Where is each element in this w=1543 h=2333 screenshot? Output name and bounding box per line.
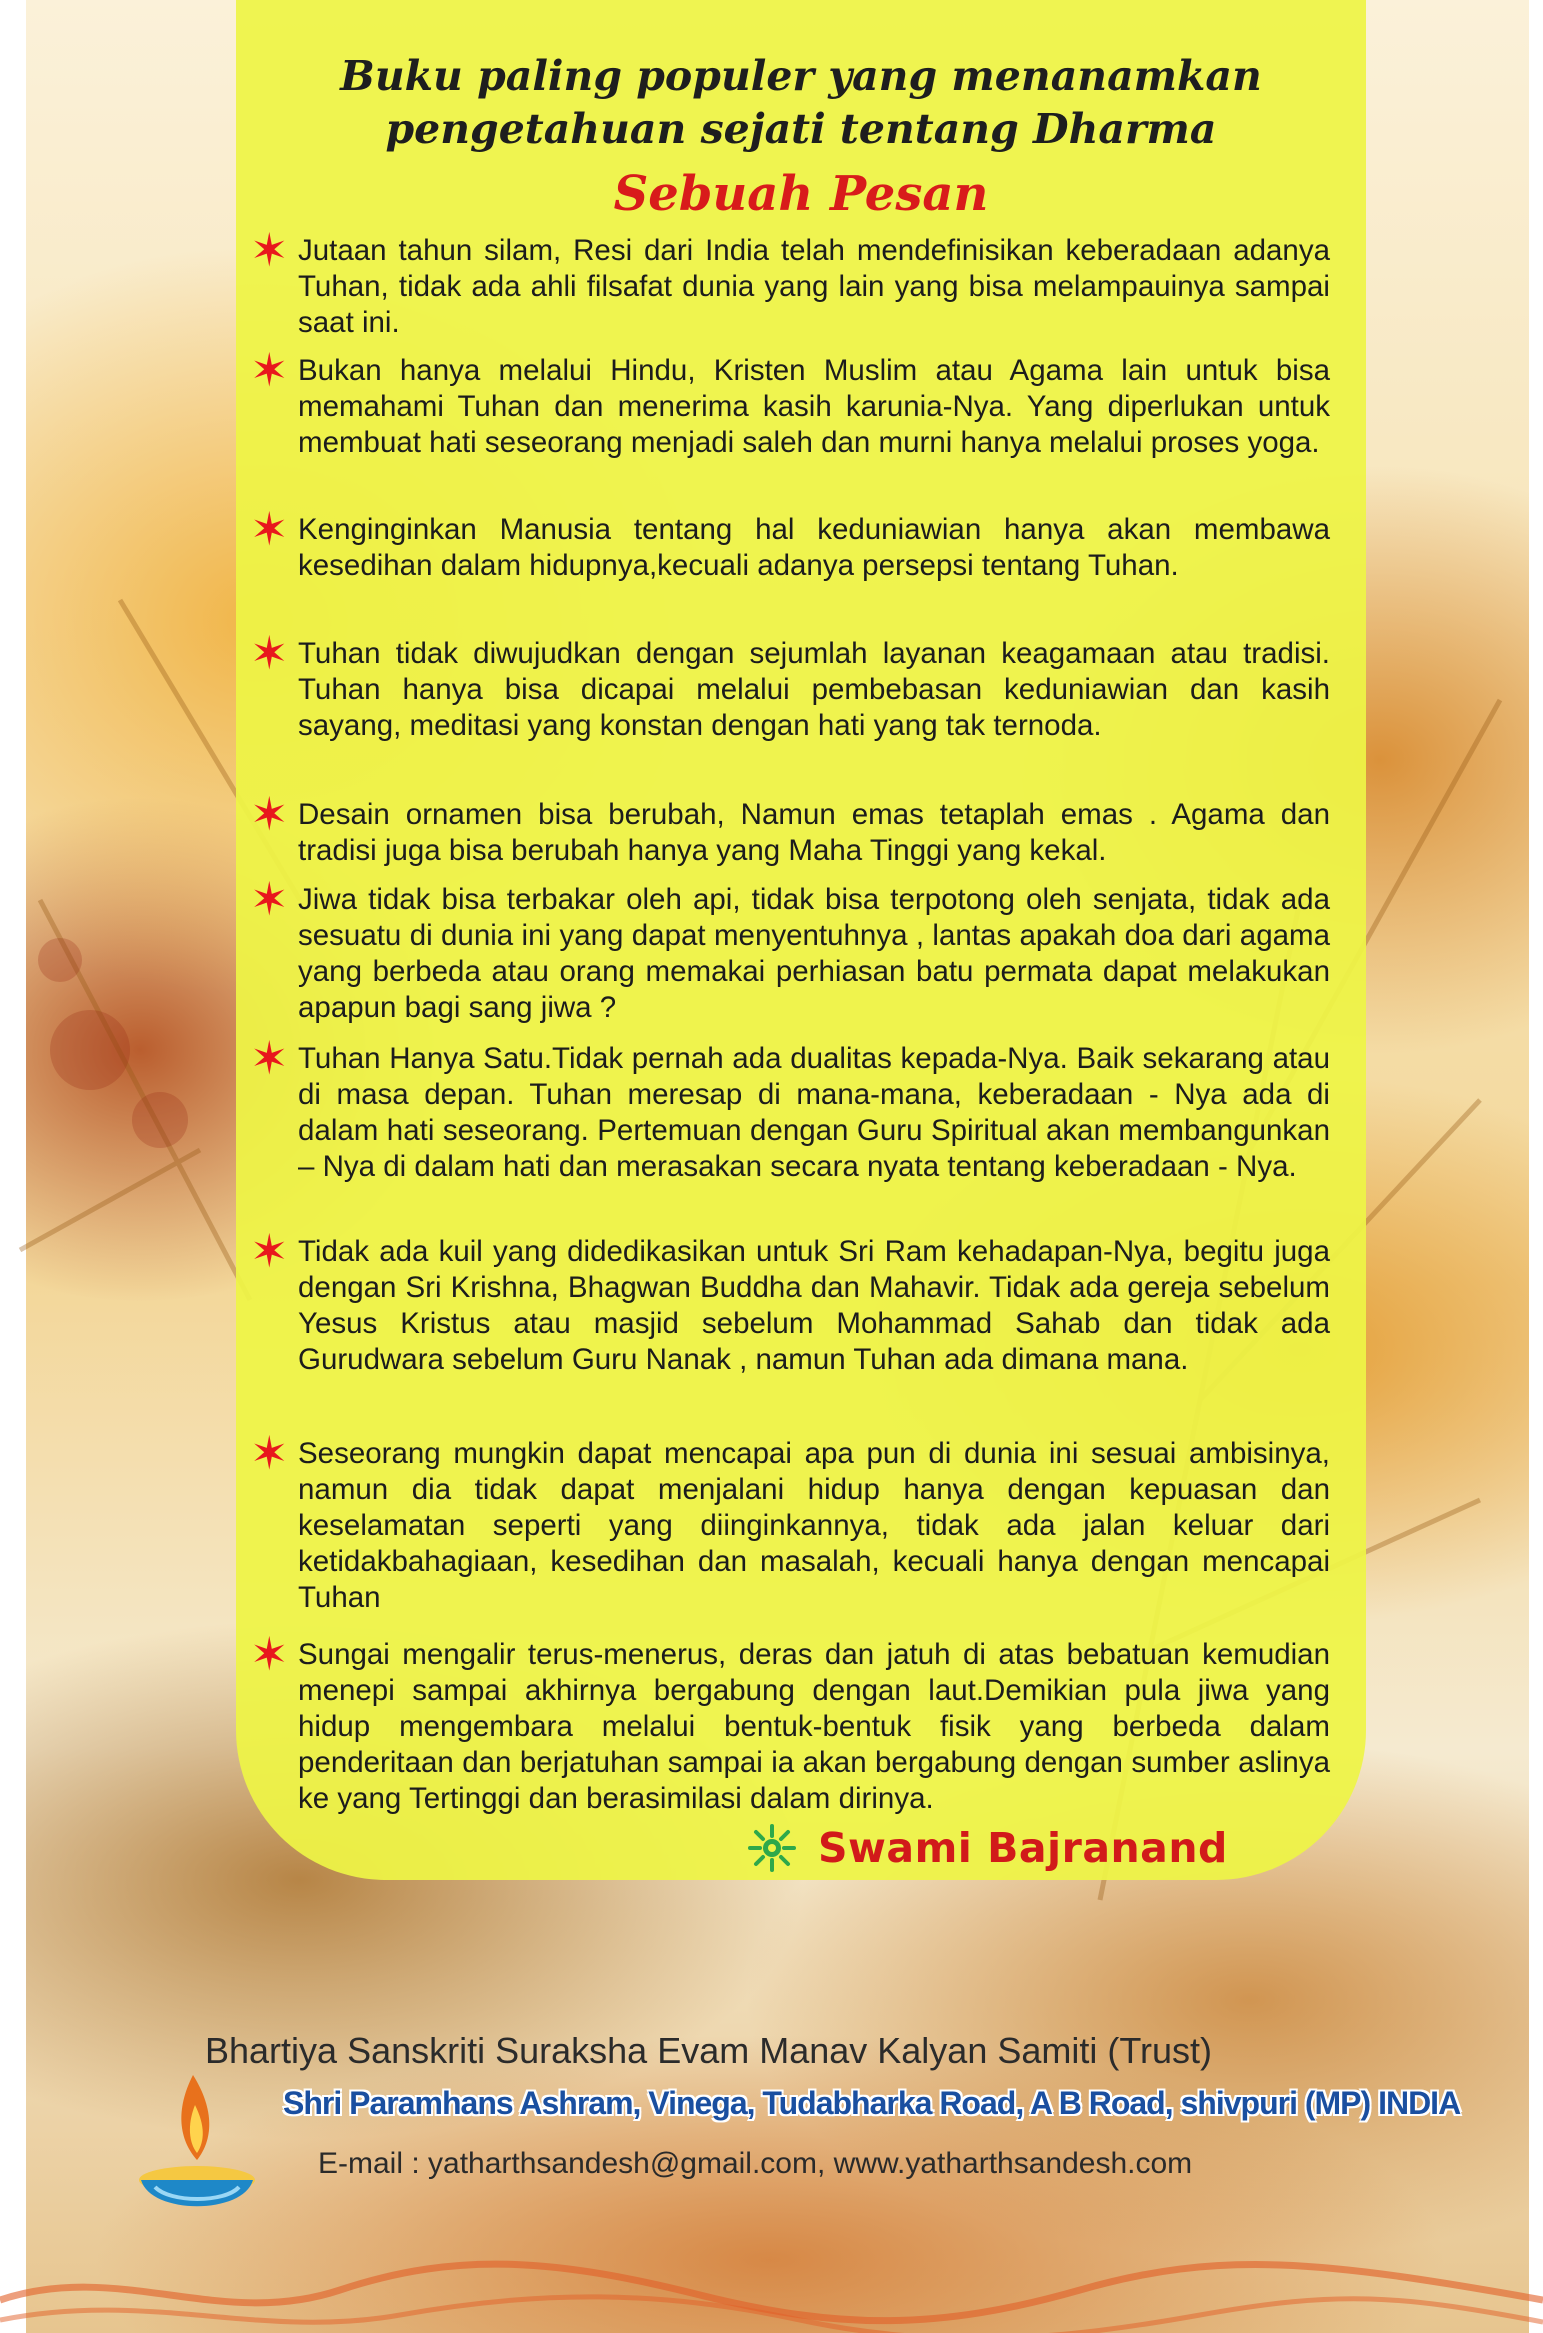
heading-line-2: pengetahuan sejati tentang Dharma	[385, 105, 1217, 153]
list-item	[250, 503, 1330, 584]
star-icon: ✶	[250, 627, 289, 679]
oil-lamp-icon	[135, 2065, 265, 2225]
star-icon: ✶	[250, 873, 289, 925]
list-item-text: Jutaan tahun silam, Resi dari India telah mendefinisikan keberadaan adanya Tuhan, tidak ada ahli filsafat dunia yang lain yang bisa melampauinya sampai saat ini.	[298, 234, 1330, 339]
star-icon: ✶	[250, 344, 289, 396]
sun-icon	[748, 1824, 796, 1872]
list-item-text: Tidak ada kuil yang didedikasikan untuk Sri Ram kehadapan-Nya, begitu juga dengan Sri Krishna, Bhagwan Buddha dan Mahavir. Tidak ada gereja sebelum Yesus Kristus atau masjid sebelum Mohammad Sahab dan tidak ada Gurudwara sebelum Guru Nanak , namun Tuhan ada dimana mana.	[298, 1235, 1330, 1376]
star-icon: ✶	[250, 1225, 289, 1277]
star-icon: ✶	[250, 1427, 289, 1479]
list-item	[250, 344, 1330, 461]
list-item	[250, 788, 1330, 869]
star-icon: ✶	[250, 224, 289, 276]
list-item-text: Seseorang mungkin dapat mencapai apa pun di dunia ini sesuai ambisinya, namun dia tidak dapat menjalani hidup hanya dengan kepuasan dan keselamatan seperti yang diinginkannya, tidak ada jalan keluar dari ketidakbahagiaan, kesedihan dan masalah, kecuali hanya dengan mencapai Tuhan	[298, 1437, 1330, 1614]
list-item	[250, 1032, 1330, 1185]
list-item	[250, 627, 1330, 744]
decorative-border	[0, 2240, 1543, 2333]
author-name: Swami Bajranand	[818, 1824, 1228, 1872]
list-item-text: Jiwa tidak bisa terbakar oleh api, tidak bisa terpotong oleh senjata, tidak ada sesuatu di dunia ini yang dapat menyentuhnya , lantas apakah doa dari agama yang berbeda atau orang memakai perhiasan batu permata dapat melakukan apapun bagi sang jiwa ?	[298, 883, 1330, 1024]
ashram-address: Shri Paramhans Ashram, Vinega, Tudabharka Road, A B Road, shivpuri (MP) INDIA	[283, 2085, 1461, 2121]
signature	[748, 1820, 1228, 1876]
contact-line: E-mail : yatharthsandesh@gmail.com, www.yatharthsandesh.com	[318, 2147, 1193, 2180]
list-item	[250, 1628, 1330, 1817]
list-item	[250, 224, 1330, 341]
heading-line-1: Buku paling populer yang menanamkan	[340, 52, 1262, 100]
list-item-text: Bukan hanya melalui Hindu, Kristen Muslim atau Agama lain untuk bisa memahami Tuhan dan menerima kasih karunia-Nya. Yang diperlukan untuk membuat hati seseorang menjadi saleh dan murni hanya melalui proses yoga.	[298, 354, 1330, 459]
list-item-text: Kenginginkan Manusia tentang hal keduniawian hanya akan membawa kesedihan dalam hidupnya,kecuali adanya persepsi tentang Tuhan.	[298, 513, 1330, 582]
star-icon: ✶	[250, 1628, 289, 1680]
star-icon: ✶	[250, 503, 289, 555]
list-item	[250, 1427, 1330, 1616]
list-item	[250, 873, 1330, 1026]
list-item	[250, 1225, 1330, 1378]
star-icon: ✶	[250, 788, 289, 840]
list-item-text: Tuhan tidak diwujudkan dengan sejumlah layanan keagamaan atau tradisi. Tuhan hanya bisa dicapai melalui pembebasan keduniawian dan kasih sayang, meditasi yang konstan dengan hati yang tak ternoda.	[298, 637, 1330, 742]
star-icon: ✶	[250, 1032, 289, 1084]
trust-name: Bhartiya Sanskriti Suraksha Evam Manav Kalyan Samiti (Trust)	[205, 2030, 1213, 2071]
list-item-text: Sungai mengalir terus-menerus, deras dan jatuh di atas bebatuan kemudian menepi sampai akhirnya bergabung dengan laut.Demikian pula jiwa yang hidup mengembara melalui bentuk-bentuk fisik yang berbeda dalam penderitaan dan berjatuhan sampai ia akan bergabung dengan sumber aslinya ke yang Tertinggi dan berasimilasi dalam dirinya.	[298, 1638, 1330, 1815]
list-item-text: Desain ornamen bisa berubah, Namun emas tetaplah emas . Agama dan tradisi juga bisa berubah hanya yang Maha Tinggi yang kekal.	[298, 798, 1330, 867]
subtitle: Sebuah Pesan	[613, 166, 989, 222]
list-item-text: Tuhan Hanya Satu.Tidak pernah ada dualitas kepada-Nya. Baik sekarang atau di masa depan. Tuhan meresap di mana-mana, keberadaan - Nya ada di dalam hati seseorang. Pertemuan dengan Guru Spiritual akan membangunkan – Nya di dalam hati dan merasakan secara nyata tentang keberadaan - Nya.	[298, 1042, 1330, 1183]
